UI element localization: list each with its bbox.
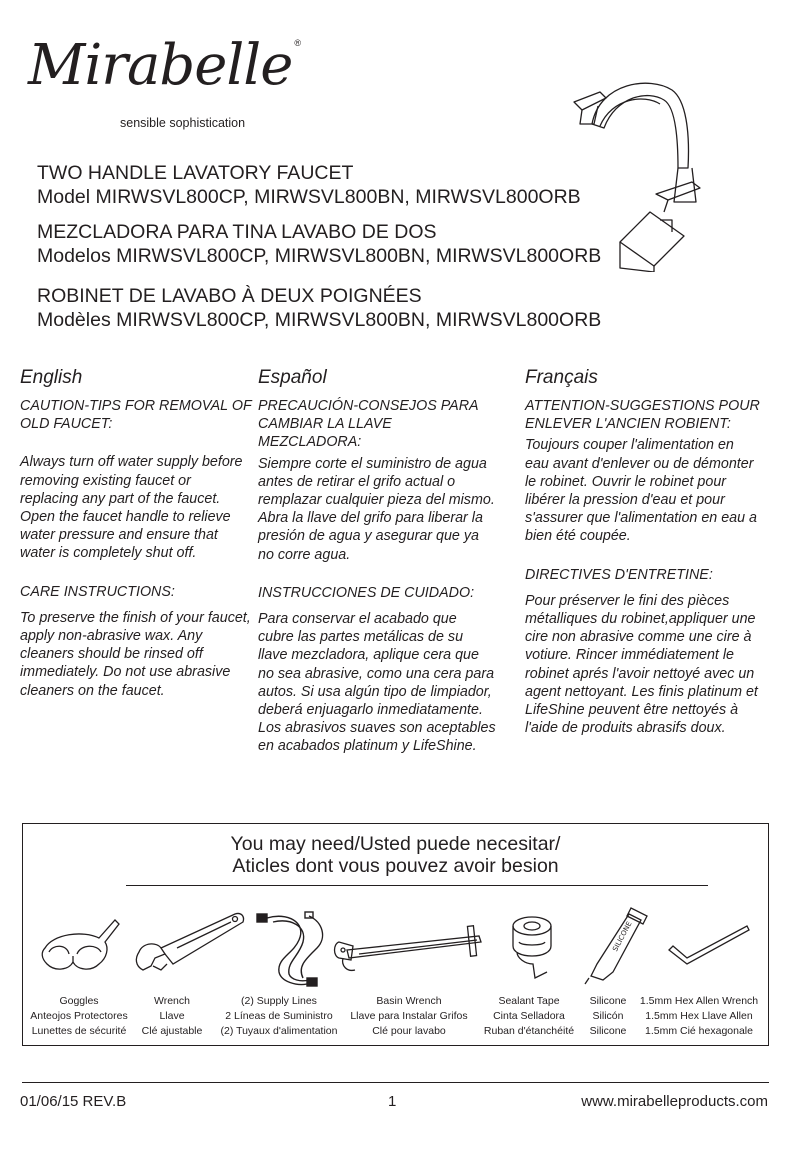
tool-label-basin-wrench: Basin Wrench Llave para Instalar Grifos Clé pour lavabo	[350, 995, 468, 1037]
brand-name: Mirabelle	[28, 33, 293, 98]
column-spanish	[258, 366, 496, 756]
care-title: DIRECTIVES D'ENTRETINE:	[525, 566, 713, 583]
care-title: CARE INSTRUCTIONS:	[20, 583, 175, 600]
model-fr: Modèles MIRWSVL800CP, MIRWSVL800BN, MIRWSVL800ORB	[37, 309, 602, 331]
sealant-tape-icon	[507, 912, 557, 982]
hex-allen-wrench-icon	[663, 920, 753, 970]
tools-box-title-line2: Aticles dont vous pouvez avoir besion	[232, 855, 559, 877]
caution-title: PRECAUCIÓN-CONSEJOS PARA CAMBIAR LA LLAVE MEZCLADORA:	[258, 398, 479, 451]
caution-body: Toujours couper l'alimentation en eau avant d'enlever ou de démonter le robinet. Ouvrir le robinet pour libérer la pression d'eau et pour s'assurer que l'alimentation en eau a bien été coupée.	[525, 437, 757, 545]
website-link[interactable]: www.mirabelleproducts.com	[581, 1093, 768, 1110]
silicone-tube-icon	[583, 906, 653, 986]
tool-label-sealant-tape: Sealant Tape Cinta Selladora Ruban d'étanchéité	[483, 995, 575, 1037]
tools-box-divider	[126, 885, 708, 886]
registered-mark: ®	[294, 38, 301, 48]
care-body: Para conservar el acabado que cubre las partes metálicas de su llave mezcladora, aplique cera que no sea abrasive, como una cera para autos. Si usa algún tipo de limpiador, deberá enjuagarlo inmediatamente. Los abrasivos suaves son aceptables en acabados platinum y LifeShine.	[258, 611, 496, 755]
title-es: MEZCLADORA PARA TINA LAVABO DE DOS	[37, 221, 437, 243]
model-es: Modelos MIRWSVL800CP, MIRWSVL800BN, MIRWSVL800ORB	[37, 245, 602, 267]
tool-label-hex-allen-wrench: 1.5mm Hex Allen Wrench 1.5mm Hex Llave Allen 1.5mm Cié hexagonale	[639, 995, 759, 1037]
language-heading: English	[20, 367, 83, 388]
goggles-icon	[39, 912, 129, 982]
model-en: Model MIRWSVL800CP, MIRWSVL800BN, MIRWSVL800ORB	[37, 186, 581, 208]
supply-lines-icon	[247, 908, 339, 994]
page-number: 1	[388, 1093, 397, 1110]
brand-tagline: sensible sophistication	[120, 116, 246, 130]
brand-logo	[28, 33, 301, 130]
caution-body: Siempre corte el suministro de agua antes de retirar el grifo actual o remplazar cualquier pieza del mismo. Abra la llave del grifo para liberar la presión de agua y asegurar que ya no corre agua.	[258, 455, 495, 563]
care-title: INSTRUCCIONES DE CUIDADO:	[258, 584, 475, 601]
column-french	[525, 366, 761, 737]
wrench-icon	[131, 908, 251, 988]
language-heading: Español	[258, 367, 327, 388]
tool-label-supply-lines: (2) Supply Lines 2 Líneas de Suministro (2) Tuyaux d'alimentation	[220, 995, 338, 1037]
column-english	[20, 366, 252, 700]
caution-body: Always turn off water supply before removing existing faucet or replacing any part of the faucet. Open the faucet handle to relieve water pressure and ensure that water is completely shut off.	[20, 454, 243, 562]
silicone-tube-label: SILICONE	[611, 920, 634, 953]
care-body: To preserve the finish of your faucet, apply non-abrasive wax. Any cleaners should be rinsed off immediately. Do not use abrasive cleaners on the faucet.	[20, 609, 251, 699]
caution-title: ATTENTION-SUGGESTIONS POUR ENLEVER L'ANCIEN ROBIENT:	[525, 398, 760, 433]
caution-title: CAUTION-TIPS FOR REMOVAL OF OLD FAUCET:	[20, 398, 252, 433]
tool-label-silicone: Silicone Silicón Silicone	[589, 995, 627, 1037]
care-body: Pour préserver le fini des pièces métalliques du robinet,appliquer une cire non abrasive comme une cire à votiure. Rincer immédiatement le robinet aprés l'avoir nettoyé avec un agent nettoyant. Les finis platinum et LifeShine peuvent être nettoyés à l'aide de produits abrasifs doux.	[525, 592, 758, 737]
footer-divider	[22, 1082, 769, 1083]
title-en: TWO HANDLE LAVATORY FAUCET	[37, 162, 354, 184]
tools-box-title-line1: You may need/Usted puede necesitar/	[230, 833, 561, 855]
faucet-illustration-icon	[560, 72, 710, 272]
revision-date: 01/06/15 REV.B	[20, 1093, 127, 1110]
title-fr: ROBINET DE LAVABO À DEUX POIGNÉES	[37, 285, 422, 307]
tools-box	[22, 823, 769, 1046]
basin-wrench-icon	[329, 920, 499, 980]
language-heading: Français	[525, 367, 598, 388]
tool-label-wrench: Wrench Llave Clé ajustable	[141, 995, 203, 1037]
tool-label-goggles: Goggles Anteojos Protectores Lunettes de sécurité	[30, 995, 128, 1037]
